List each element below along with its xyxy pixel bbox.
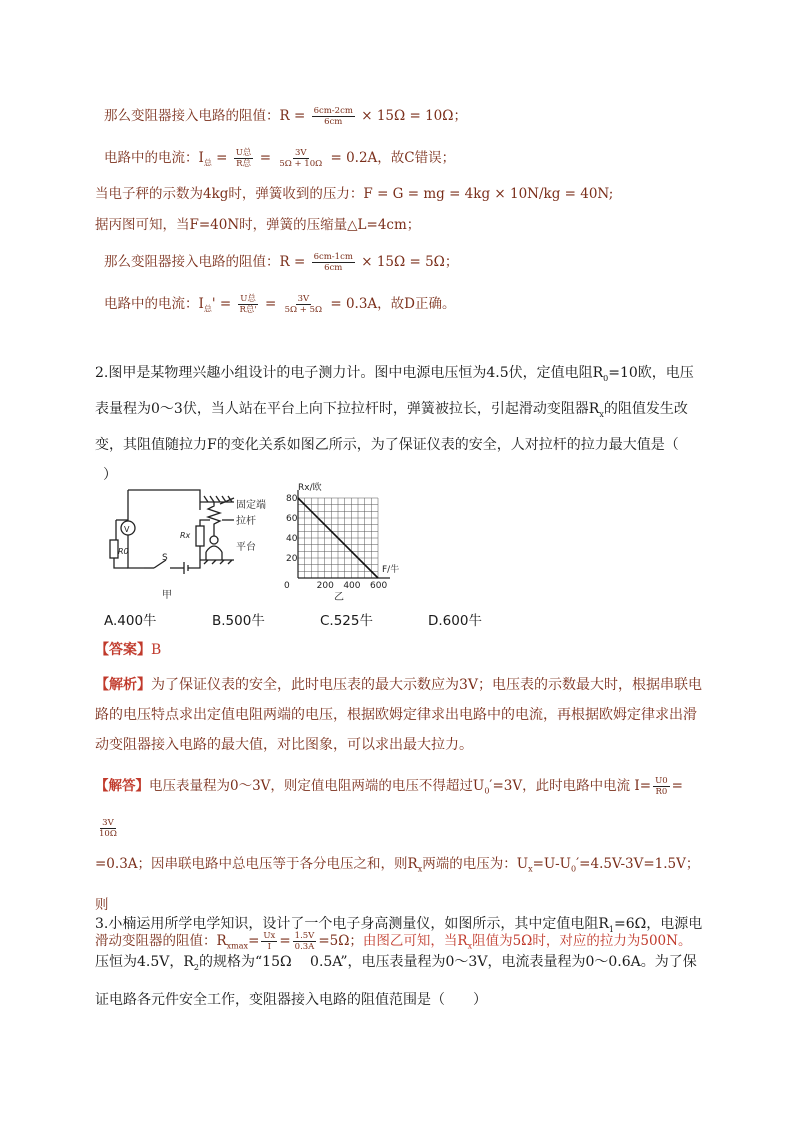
voltmeter-label: V [124,525,130,534]
rx-label: Rx [180,531,191,540]
fraction: $\frac{6cm-2cm}{6cm}$ [313,106,353,127]
formula-line-5: 那么变阻器接入电路的阻值：R = $\frac{6cm-1cm}{6cm}$ × 15Ω = 5Ω； [104,252,459,273]
figure-caption-yi: 乙 [334,592,344,603]
r0-label: R0 [118,547,129,556]
rx-resistor [196,526,204,546]
answer-line: 【答案】B [95,642,162,658]
figure-caption-jia: 甲 [162,590,172,601]
analysis-block: 【解析】为了保证仪表的安全，此时电压表的最大示数应为3V；电压表的示数最大时，根据串联电路的电压特点求出定值电阻两端的电压，根据欧姆定律求出电路中的电流，再根据欧姆定律求出滑动变阻器接入电路的最大值，对比图象，可以求出最大拉力。 [95,677,703,753]
question-3-text: 3.小楠运用所学电学知识，设计了一个电子身高测量仪，如图所示，其中定值电阻$R_1=6\Omega$，电源电压恒为4.5V，$R_2$的规格为“15Ω 0.5A”，电压表量程为0～3V，电流表量程为0～0.6A。为了保证电路各元件安全工作，变阻器接入电路的阻值范围是（ ） [95,916,703,1008]
y-tick-label: 20 [286,554,298,564]
question-2-text: 2.图甲是某物理兴趣小组设计的电子测力计。图中电源电压恒为4.5伏，定值电阻$R_0=10$欧，电压表量程为0～3伏，当人站在平台上向下拉拉杆时，弹簧被拉长，引起滑动变阻器$R_x$的阻值发生改变，其阻值随拉力F的变化关系如图乙所示，为了保证仪表的安全，人对拉杆的拉力最大值是（ ） [95,365,694,483]
circuit-diagram-jia [104,480,274,602]
option-a[interactable]: A.400牛 [104,613,157,629]
text-line-4: 据丙图可知，当F=40N时，弹簧的压缩量△L=4cm； [95,217,421,233]
wire [114,558,128,568]
r0-resistor [110,540,118,558]
spring [208,502,220,528]
formula-line-2: 电路中的电流：$I_总$ = $\frac{\text{U总}}{\text{R总}}$ = $\frac{3V}{5\Omega + 10\Omega}$ = 0.2A，故C错误； [104,148,456,169]
option-b[interactable]: B.500牛 [212,613,265,629]
y-tick-label: 80 [286,494,298,504]
x-tick-label: 400 [343,581,361,591]
option-c[interactable]: C.525牛 [320,613,373,629]
option-d[interactable]: D.600牛 [428,613,482,629]
chart-ylabel: Rx/欧 [298,483,322,493]
chart-xlabel: F/牛 [382,565,400,575]
wire [128,490,200,510]
switch-label: S [162,553,168,563]
solution-block: 【解答】电压表量程为0～3V，则定值电阻两端的电压不得超过$U_0'=3V$，此时电路中电流 I= $\frac{U0}{R0}$ = $\frac{3V}{10\Omega}$ =0.3A；因串联电路中总电压等于各分电压之和，则$R_x$两端的电压为：$U_x=U-U_0'=4.5V-3V=1.5V$；则 滑动变阻器的阻值：$R_{xmax}=$ $\frac{Ux}{I}$ = $\frac{1.5V}{0.3A}$ =5Ω；由图乙可知，当$R_x$阻值为5Ω时，对应的拉力为500N。 [95,776,700,953]
chart-yi [278,480,402,604]
answer-options [104,609,536,629]
rod-label: 拉杆 [236,516,256,527]
formula-line-1: 那么变阻器接入电路的阻值：R = $\frac{6cm-2cm}{6cm}$ × 15Ω = 10Ω； [104,106,467,127]
x-tick-label: 600 [370,581,388,591]
formula-line-6: 电路中的电流：$I_总'$ = $\frac{\text{U总}}{\text{R总'}}$ = $\frac{3V}{5\Omega + 5\Omega}$ = 0.3A，故D正确。 [104,294,456,315]
x-tick-label: 0 [284,581,290,591]
y-tick-label: 60 [286,514,298,524]
y-tick-label: 40 [286,534,298,544]
x-tick-label: 200 [316,581,334,591]
platform-label: 平台 [236,542,256,553]
fixed-end-label: 固定端 [236,500,266,511]
text-line-3: 当电子秤的示数为4kg时，弹簧收到的压力：F = G = mg = 4kg × 10N/kg = 40N; [95,186,614,202]
